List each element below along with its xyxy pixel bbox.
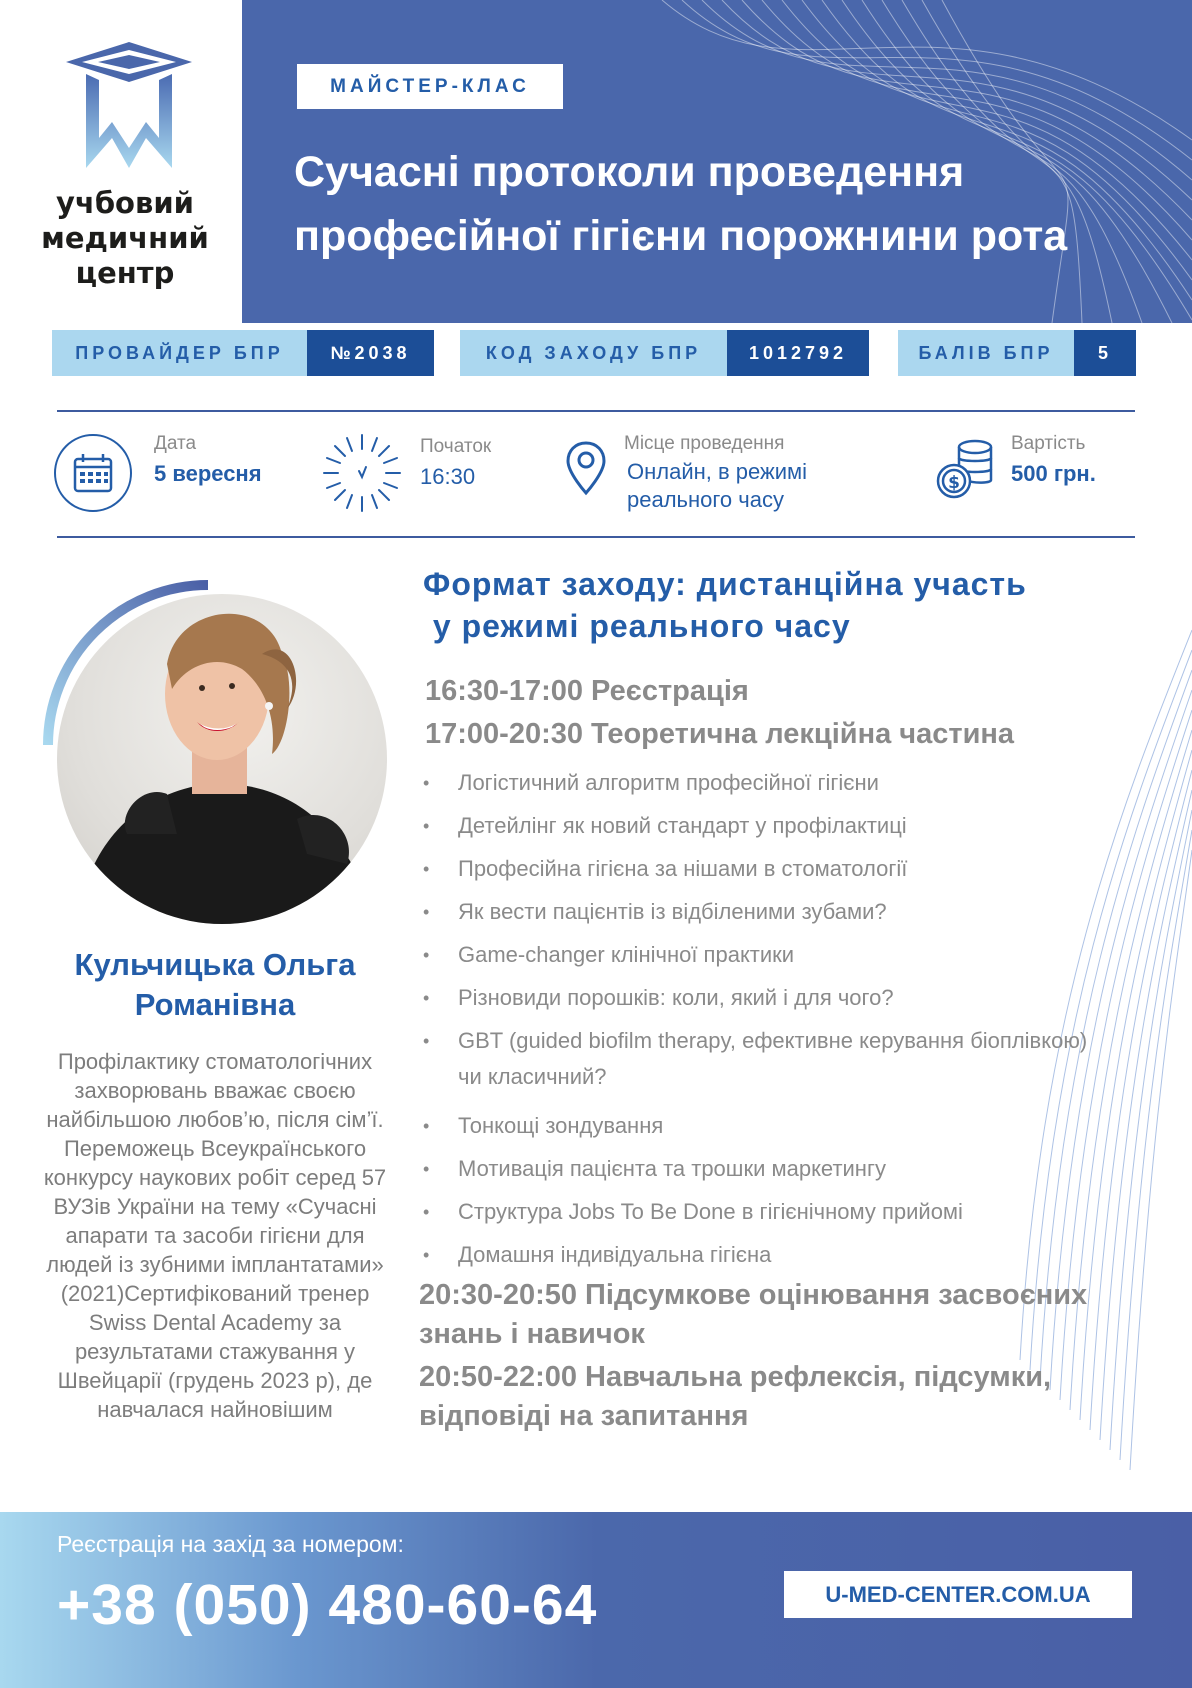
place-label: Місце проведення xyxy=(624,433,785,454)
place-value-line2: реального часу xyxy=(627,487,784,512)
date-value: 5 вересня xyxy=(154,461,262,486)
list-item: • Game-changer клінічної практики xyxy=(421,937,1111,980)
bpr-code-label: КОД ЗАХОДУ БПР xyxy=(460,330,727,376)
event-title: Сучасні протоколи проведення професійної гігієни порожнини рота xyxy=(294,148,1068,260)
list-item: • Різновиди порошків: коли, який і для чого? xyxy=(421,980,1111,1023)
slot-assessment: 20:30-20:50 Підсумкове оцінювання засвоєних знань і навичок xyxy=(419,1279,1088,1350)
format-title: Формат заходу: дистанційна участь у режимі реального часу xyxy=(423,566,1027,644)
coins-dollar-icon xyxy=(935,438,997,500)
clock-burst-icon xyxy=(322,433,402,513)
logo-wordmark: учбовий медичний центр xyxy=(41,186,209,290)
list-item: • Тонкощі зондування xyxy=(421,1108,1111,1151)
registration-phone[interactable]: +38 (050) 480-60-64 xyxy=(57,1573,598,1637)
list-item: • Логістичний алгоритм професійної гігієни xyxy=(421,765,1111,808)
list-item: • Домашня індивідуальна гігієна xyxy=(421,1237,1111,1280)
start-label: Початок xyxy=(420,436,492,457)
slot-lecture: 17:00-20:30 Теоретична лекційна частина xyxy=(425,718,1015,750)
cost-label: Вартість xyxy=(1011,433,1086,454)
bpr-points-label: БАЛІВ БПР xyxy=(898,330,1074,376)
list-item: • Професійна гігієна за нішами в стоматології xyxy=(421,851,1111,894)
date-label: Дата xyxy=(154,433,197,454)
speaker-name: Кульчицька Ольга Романівна xyxy=(74,947,356,1022)
list-item: • GBT (guided biofilm therapy, ефективне керування біоплівкою) чи класичний? xyxy=(421,1023,1111,1108)
speaker-bio: Профілактику стоматологічних захворювань вважає своєю найбільшою любов’ю, після сім’ї. Переможець Всеукраїнського конкурсу наукових робіт серед 57 ВУЗів України на тему «Сучасні апарати та засоби гігієни для людей із зубними імплантатами» (2021)Сертифікований тренер Swiss Dental Academy за результатами стажування у Швейцарії (грудень 2023 р), де навчалася найновішим xyxy=(43,1049,387,1422)
slot-reflection: 20:50-22:00 Навчальна рефлексія, підсумки, відповіді на запитання xyxy=(419,1361,1052,1432)
event-type-badge: МАЙСТЕР-КЛАС xyxy=(297,64,563,109)
slot-registration: 16:30-17:00 Реєстрація xyxy=(425,675,749,707)
list-item: • Детейлінг як новий стандарт у профілактиці xyxy=(421,808,1111,851)
list-item: • Структура Jobs To Be Done в гігієнічному прийомі xyxy=(421,1194,1111,1237)
website-link[interactable]: U-MED-CENTER.COM.UA xyxy=(784,1571,1132,1618)
place-value-line1: Онлайн, в режимі xyxy=(627,459,808,484)
bpr-points-box xyxy=(898,330,1136,376)
list-item: • Як вести пацієнтів із відбіленими зубами? xyxy=(421,894,1111,937)
cost-value: 500 грн. xyxy=(1011,461,1096,486)
speaker-portrait-illustration xyxy=(57,594,387,924)
bpr-code-box xyxy=(460,330,869,376)
list-item: • Мотивація пацієнта та трошки маркетингу xyxy=(421,1151,1111,1194)
start-value: 16:30 xyxy=(420,464,476,489)
svg-text:$: $ xyxy=(948,473,960,493)
registration-label: Реєстрація на захід за номером: xyxy=(57,1531,404,1557)
lecture-topics-list xyxy=(421,765,1111,1280)
speaker-photo xyxy=(57,594,387,924)
bpr-provider-value: №2038 xyxy=(307,330,434,376)
calendar-icon xyxy=(53,433,133,513)
divider-bottom xyxy=(57,536,1135,538)
graduation-cap-icon xyxy=(64,40,194,175)
location-pin-icon xyxy=(565,440,607,496)
bpr-code-value: 1012792 xyxy=(727,330,869,376)
logo-area xyxy=(0,0,242,323)
bpr-provider-label: ПРОВАЙДЕР БПР xyxy=(52,330,307,376)
bpr-provider-box xyxy=(52,330,434,376)
bpr-points-value: 5 xyxy=(1074,330,1136,376)
divider-top xyxy=(57,410,1135,412)
